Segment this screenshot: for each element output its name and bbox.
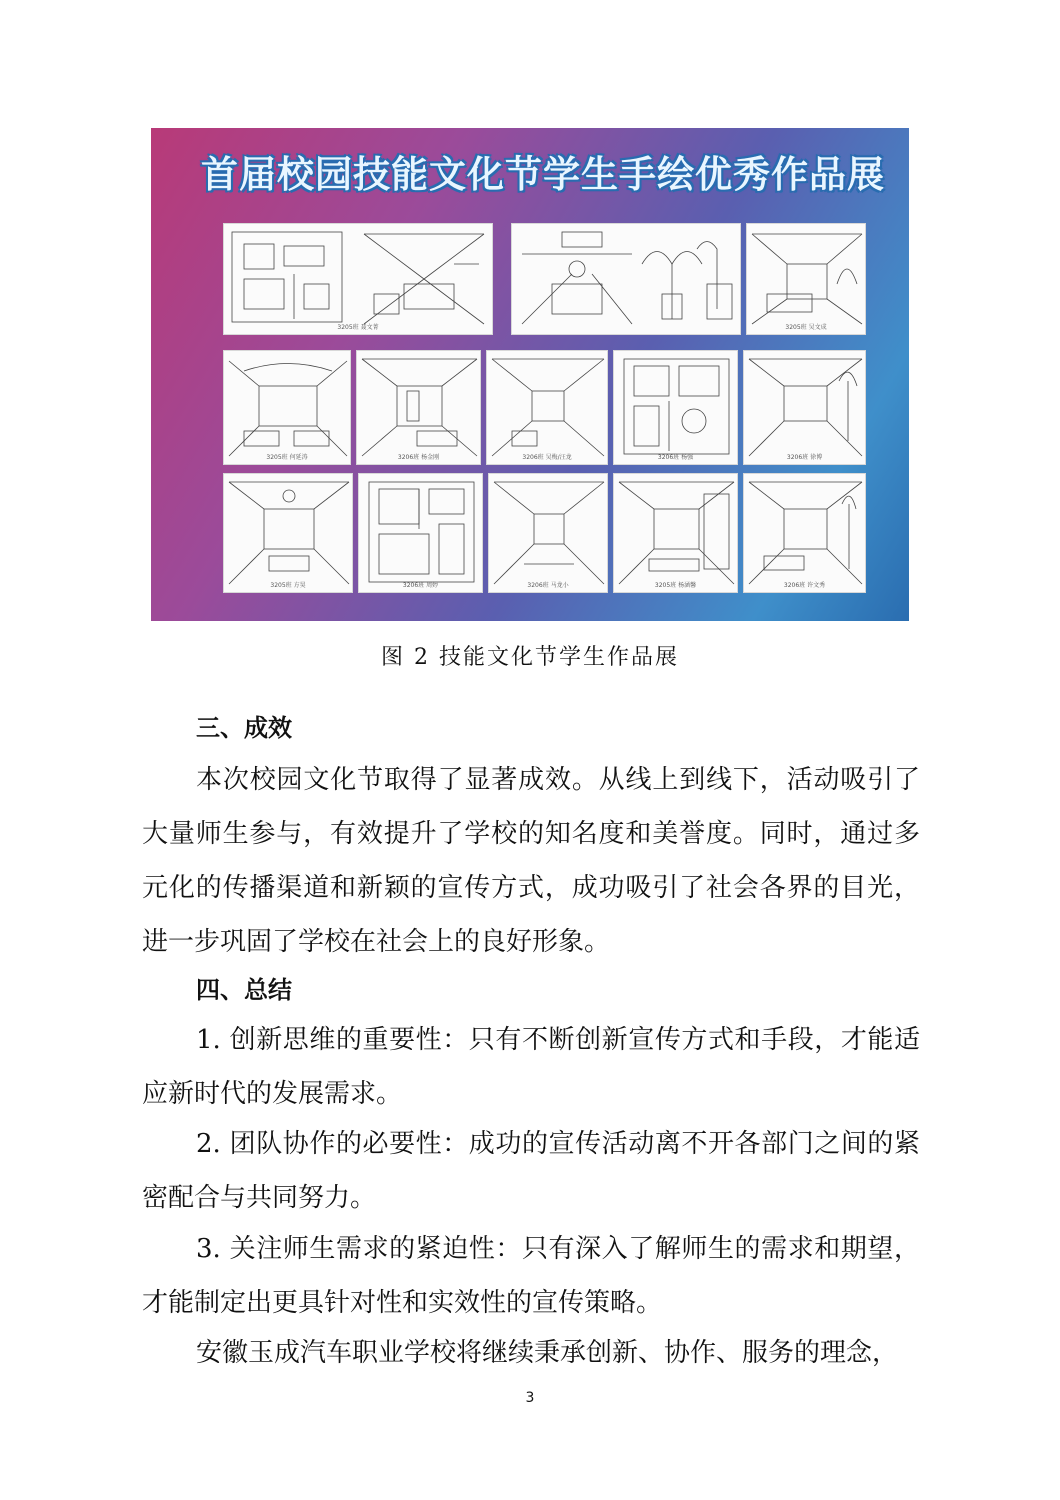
- tile-caption: 3206班 杨金刚: [397, 454, 440, 461]
- artwork-tile: [486, 350, 608, 465]
- paragraph: 本次校园文化节取得了显著成效。从线上到线下，活动吸引了大量师生参与，有效提升了学校的知名度和美誉度。同时，通过多元化的传播渠道和新颖的宣传方式，成功吸引了社会各界的目光，进一步巩固了学校在社会上的良好形象。: [142, 765, 920, 957]
- artwork-tile: [746, 223, 866, 335]
- tile-caption: 3205班 杨涵馨: [654, 582, 697, 589]
- exhibition-poster-image: [151, 128, 909, 621]
- sketch-drawing: [614, 351, 738, 465]
- sketch-drawing: [744, 474, 866, 593]
- tile-caption: 3206班 徐博: [786, 454, 823, 461]
- artwork-tile: [743, 350, 866, 465]
- tile-caption: 3206班 周婷: [402, 582, 439, 589]
- tile-caption: 3206班 杨强: [657, 454, 694, 461]
- tile-caption: 3206班 吴梅/汪龙: [522, 454, 572, 461]
- section-heading: 三、成效: [196, 714, 292, 742]
- tile-caption: 3205班 聂文菁: [337, 324, 379, 331]
- artwork-tile: [511, 223, 741, 335]
- sketch-drawing: [747, 224, 866, 335]
- artwork-tile: [356, 350, 481, 465]
- section-heading: 四、总结: [196, 976, 292, 1004]
- artwork-tile: [223, 223, 493, 335]
- paragraph: 3. 关注师生需求的紧迫性：只有深入了解师生的需求和期望，才能制定出更具针对性和实效性的宣传策略。: [142, 1234, 920, 1318]
- paragraph: 安徽玉成汽车职业学校将继续秉承创新、协作、服务的理念，: [196, 1338, 899, 1368]
- sketch-drawing: [744, 351, 866, 465]
- sketch-drawing: [224, 351, 351, 465]
- sketch-drawing: [224, 474, 353, 593]
- artwork-tile: [358, 473, 483, 593]
- figure-caption: 图 2 技能文化节学生作品展: [381, 645, 679, 670]
- sketch-drawing: [487, 351, 608, 465]
- sketch-drawing: [359, 474, 483, 593]
- artwork-tile: [743, 473, 866, 593]
- artwork-tile: [613, 473, 738, 593]
- sketch-drawing: [224, 224, 493, 335]
- tile-caption: 3205班 何延涛: [266, 454, 308, 461]
- tile-caption: 3205班 方昊: [270, 582, 306, 589]
- poster-title: 首届校园技能文化节学生手绘优秀作品展: [201, 153, 885, 196]
- artwork-tile: [488, 473, 608, 593]
- sketch-drawing: [614, 474, 738, 593]
- sketch-drawing: [357, 351, 481, 465]
- sketch-drawing: [512, 224, 741, 335]
- sketch-drawing: [489, 474, 608, 593]
- artwork-tile: [613, 350, 738, 465]
- tile-caption: 3206班 许文秀: [783, 582, 826, 589]
- paragraph: 2. 团队协作的必要性：成功的宣传活动离不开各部门之间的紧密配合与共同努力。: [142, 1129, 920, 1213]
- page-number: 3: [525, 1390, 535, 1406]
- tile-caption: 3206班 马龙小: [527, 582, 569, 589]
- paragraph: 1. 创新思维的重要性：只有不断创新宣传方式和手段，才能适应新时代的发展需求。: [142, 1025, 920, 1109]
- tile-caption: 3205班 吴文成: [785, 324, 827, 331]
- artwork-tile: [223, 350, 351, 465]
- artwork-tile: [223, 473, 353, 593]
